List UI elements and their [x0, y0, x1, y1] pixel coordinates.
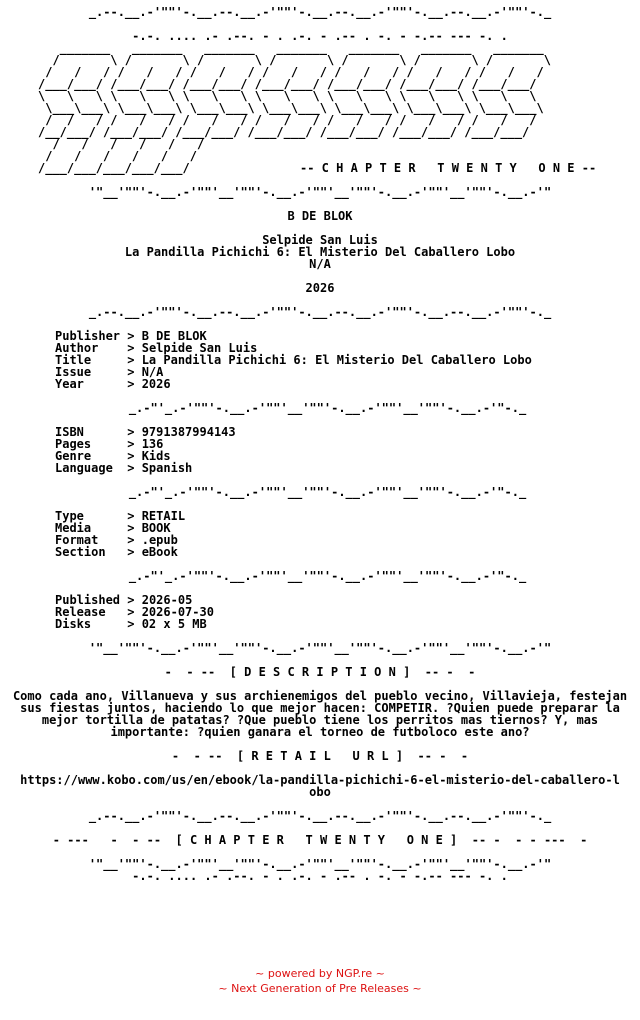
- morse-divider: -.-. .... .- .--. - . .-. - .-- . -. - -.-- --- -. .: [132, 29, 508, 43]
- info-row: Genre > Kids: [55, 449, 171, 463]
- wave-divider: _.--.__.-'""'-.__.--.__.-'""'-.__.--.__.-'""'-.__.--.__.-'""'-._: [88, 5, 552, 19]
- format-info-group: [0, 510, 640, 558]
- ngp-tagline[interactable]: ~ Next Generation of Pre Releases ~: [218, 982, 422, 995]
- publisher-heading: B DE BLOK: [287, 209, 353, 223]
- field-value: 2026-05: [141, 593, 193, 607]
- chapter-banner: -- C H A P T E R T W E N T Y O N E --: [300, 161, 597, 175]
- info-row: Release > 2026-07-30: [55, 605, 214, 619]
- title-heading: La Pandilla Pichichi 6: El Misterio Del Caballero Lobo: [124, 245, 516, 259]
- wave-divider: _.--.__.-'""'-.__.--.__.-'""'-.__.--.__.-'""'-.__.--.__.-'""'-._: [88, 809, 552, 823]
- info-row: Publisher > B DE BLOK: [55, 329, 207, 343]
- info-row: Language > Spanish: [55, 461, 193, 475]
- field-value: Kids: [141, 449, 171, 463]
- field-value: Spanish: [141, 461, 193, 475]
- field-label: Author: [55, 341, 99, 355]
- field-label: Media: [55, 521, 92, 535]
- author-heading: Selpide San Luis: [262, 233, 378, 247]
- field-label: ISBN: [55, 425, 84, 439]
- field-value: 136: [141, 437, 164, 451]
- retail-url-wrapper: [20, 774, 620, 798]
- wave-divider: '"__'""'-.__.-'""'__'""'-.__.-'""'__'""'-.__.-'""'__'""'-.__.-'": [88, 185, 552, 199]
- field-label: Release: [55, 605, 106, 619]
- info-row: Issue > N/A: [55, 365, 164, 379]
- field-label: Disks: [55, 617, 92, 631]
- powered-by-link[interactable]: ~ powered by NGP.re ~: [255, 967, 385, 980]
- field-value: RETAIL: [141, 509, 186, 523]
- info-row: ISBN > 9791387994143: [55, 425, 236, 439]
- morse-divider: -.-. .... .- .--. - . .-. - .-- . -. - -.-- --- -. .: [132, 869, 508, 883]
- ascii-logo-art: _______ _______ _______ _______ _______ _______ _______ / \ / \ / \ / \ / \ / \ / \ / / / / / / / / / / / / / / / / / / / / / /___/___/ /___/___/ /___/___/ /___/___/ /___/___/ /___/___/ /___/___/ \ \ \ \ \ \ \ \ \ \ \ \ \ \ \ \ \ \ \ \ \ \___\___\ \___\___\ \___\___\ \___\___\ \___\___\ \___\___\ \___\___\ / / / / / / / / / / / / / / / / / / / / / /__/___/ /___/___/ /___/___/ /___/___/ /___/___/ /___/___/ /___/___/ / / / / / / / / / / / / /___/___/___/___/___/: [38, 41, 551, 175]
- info-row: Type > RETAIL: [55, 509, 186, 523]
- field-value: B DE BLOK: [141, 329, 207, 343]
- field-value: 9791387994143: [141, 425, 236, 439]
- wave-divider: '"__'""'-.__.-'""'__'""'-.__.-'""'__'""'-.__.-'""'__'""'-.__.-'": [88, 857, 552, 871]
- info-row: Title > La Pandilla Pichichi 6: El Misterio Del Caballero Lobo: [55, 353, 532, 367]
- issue-heading: N/A: [309, 257, 331, 271]
- field-value: .epub: [141, 533, 178, 547]
- release-date-group: [0, 594, 640, 630]
- field-label: Title: [55, 353, 92, 367]
- info-row: Author > Selpide San Luis: [55, 341, 258, 355]
- info-row: Published > 2026-05: [55, 593, 193, 607]
- field-value: Selpide San Luis: [141, 341, 258, 355]
- field-value: BOOK: [141, 521, 171, 535]
- info-row: Media > BOOK: [55, 521, 171, 535]
- field-label: Type: [55, 509, 84, 523]
- description-text: Como cada ano, Villanueva y sus archienemigos del pueblo vecino, Villavieja, festejan sus fiestas juntos, haciendo lo que mejor hacen: COMPETIR. ?Quien puede preparar la mejor tortilla de patatas? ?Que pueblo tiene los perritos mas tiernos? Y, mas importante: ?quien ganara el torneo de futboloco este ano?: [12, 689, 628, 739]
- year-heading: 2026: [305, 281, 335, 295]
- section-divider: _.-"'_.-'""'-.__.-'""'__'""'-.__.-'""'__'""'-.__.-'"-._: [128, 569, 527, 583]
- info-row: Disks > 02 x 5 MB: [55, 617, 207, 631]
- info-row: Format > .epub: [55, 533, 178, 547]
- field-value: 02 x 5 MB: [141, 617, 207, 631]
- section-divider: _.-"'_.-'""'-.__.-'""'__'""'-.__.-'""'__'""'-.__.-'"-._: [128, 401, 527, 415]
- footer: [0, 966, 640, 996]
- field-label: Format: [55, 533, 99, 547]
- field-label: Issue: [55, 365, 92, 379]
- field-value: eBook: [141, 545, 178, 559]
- retail-url-heading: - - -- [ R E T A I L U R L ] -- - -: [171, 749, 469, 763]
- nfo-document: [0, 6, 640, 882]
- section-divider: _.-"'_.-'""'-.__.-'""'__'""'-.__.-'""'__'""'-.__.-'"-._: [128, 485, 527, 499]
- field-label: Section: [55, 545, 106, 559]
- field-label: Genre: [55, 449, 92, 463]
- field-label: Publisher: [55, 329, 121, 343]
- field-value: N/A: [141, 365, 164, 379]
- field-label: Pages: [55, 437, 92, 451]
- info-row: Section > eBook: [55, 545, 178, 559]
- book-info-group: [0, 426, 640, 474]
- field-value: 2026-07-30: [141, 605, 214, 619]
- field-label: Year: [55, 377, 84, 391]
- field-label: Language: [55, 461, 113, 475]
- description-heading: - - -- [ D E S C R I P T I O N ] -- - -: [164, 665, 476, 679]
- info-row: Year > 2026: [55, 377, 171, 391]
- wave-divider: '"__'""'-.__.-'""'__'""'-.__.-'""'__'""'-.__.-'""'__'""'-.__.-'": [88, 641, 552, 655]
- field-value: 2026: [141, 377, 171, 391]
- wave-divider: _.--.__.-'""'-.__.--.__.-'""'-.__.--.__.-'""'-.__.--.__.-'""'-._: [88, 305, 552, 319]
- field-value: La Pandilla Pichichi 6: El Misterio Del Caballero Lobo: [141, 353, 532, 367]
- retail-url-link[interactable]: https://www.kobo.com/us/en/ebook/la-pandilla-pichichi-6-el-misterio-del-caballero-lobo: [20, 773, 620, 799]
- release-info-group: [0, 330, 640, 390]
- field-label: Published: [55, 593, 121, 607]
- info-row: Pages > 136: [55, 437, 164, 451]
- chapter-footer-banner: - --- - - -- [ C H A P T E R T W E N T Y O N E ] -- - - - --- -: [52, 833, 588, 847]
